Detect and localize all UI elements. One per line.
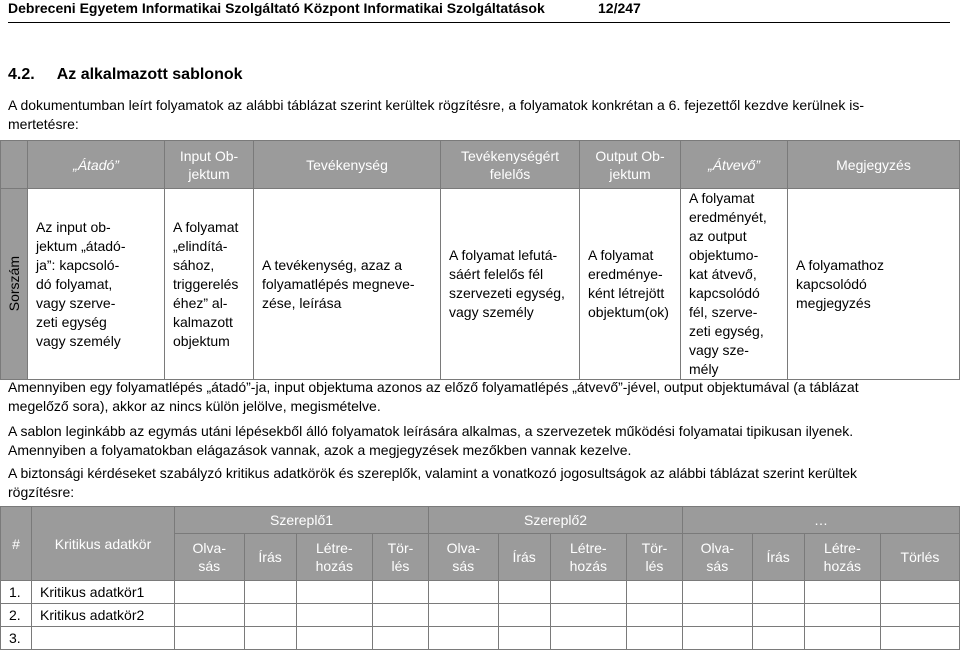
- sorszam-label: Sorszám: [5, 256, 22, 312]
- table-cell: [244, 581, 296, 604]
- paragraph-line: rögzítésre:: [8, 484, 75, 500]
- row-number: 3.: [1, 627, 32, 650]
- row-name: Kritikus adatkör1: [32, 581, 175, 604]
- row-name: Kritikus adatkör2: [32, 604, 175, 627]
- col-hash: #: [1, 507, 32, 581]
- col-atado: „Átadó”: [28, 141, 165, 189]
- organization-name: Debreceni Egyetem Informatikai Szolgáltató Központ Informatikai Szolgáltatások: [8, 0, 545, 16]
- paragraph-3: [8, 464, 948, 502]
- group-szereplo2: Szereplő2: [429, 507, 683, 534]
- table-cell: [498, 581, 550, 604]
- group-szereplo1: Szereplő1: [175, 507, 429, 534]
- table-cell: [296, 604, 372, 627]
- table-cell: [804, 581, 880, 604]
- table-cell: [880, 604, 959, 627]
- table-cell: [498, 604, 550, 627]
- cell-atado: Az input ob- jektum „átadó- ja”: kapcsoló- dó folyamat, vagy szerve- zeti egység vagy személy: [28, 189, 165, 380]
- section-heading: [8, 66, 243, 84]
- row-number: 1.: [1, 581, 32, 604]
- table-row: [1, 627, 960, 650]
- table-row: [1, 189, 960, 380]
- col-letrehozas: Létre- hozás: [550, 534, 626, 581]
- cell-megjegyzes: A folyamathoz kapcsolódó megjegyzés: [788, 189, 960, 380]
- table-cell: [429, 627, 499, 650]
- table-row: [1, 604, 960, 627]
- table-cell: [296, 581, 372, 604]
- table-cell: [296, 627, 372, 650]
- table-cell: [804, 604, 880, 627]
- table-cell: [683, 581, 753, 604]
- table-cell: [244, 604, 296, 627]
- table-cell: [880, 581, 959, 604]
- col-olvasas: Olva- sás: [683, 534, 753, 581]
- table-cell: [683, 604, 753, 627]
- paragraph-1: [8, 378, 948, 416]
- paragraph-line: Amennyiben egy folyamatlépés „átadó”-ja, input objektuma azonos az előző folyamatlépés „átvevő”-jével, output objektumával (a táblázat: [8, 379, 859, 395]
- cell-atvevo: A folyamat eredményét, az output objektumo- kat átvevő, kapcsolódó fél, szerve- zeti egység, vagy sze- mély: [681, 189, 788, 380]
- table-cell: [550, 604, 626, 627]
- table-cell: [498, 627, 550, 650]
- page-number: 12/247: [598, 0, 641, 16]
- table-cell: [429, 581, 499, 604]
- col-kritikus-adatkor: Kritikus adatkör: [32, 507, 175, 581]
- cell-input: A folyamat „elindítá- sához, triggerelés éhez” al- kalmazott objektum: [165, 189, 254, 380]
- col-letrehozas: Létre- hozás: [296, 534, 372, 581]
- table-cell: [880, 627, 959, 650]
- table-cell: [626, 604, 682, 627]
- table-cell: [626, 627, 682, 650]
- process-template-table: [0, 140, 960, 380]
- col-torles: Törlés: [880, 534, 959, 581]
- table-cell: [752, 627, 804, 650]
- paragraph-line: A biztonsági kérdéseket szabályzó kritikus adatkörök és szereplők, valamint a vonatkozó jogosultságok az alábbi táblázat szerint kerültek: [8, 465, 858, 481]
- paragraph-line: A sablon leginkább az egymás utáni lépésekből álló folyamatok leírására alkalmas, a szervezetek működési folyamatai tipikusan ilyenek.: [8, 423, 854, 439]
- table-cell: [752, 581, 804, 604]
- table-cell: [175, 581, 245, 604]
- paragraph-line: Amennyiben a folyamatokban elágazások vannak, azok a megjegyzések mezőkben vannak kezelve.: [8, 442, 632, 458]
- col-felelos: Tevékenységért felelős: [441, 141, 580, 189]
- permissions-table: [0, 506, 960, 650]
- col-input-objektum: Input Ob- jektum: [165, 141, 254, 189]
- section-title: Az alkalmazott sablonok: [56, 66, 243, 83]
- table-cell: [550, 581, 626, 604]
- cell-tevekenyseg: A tevékenység, azaz a folyamatlépés megneve- zése, leírása: [254, 189, 441, 380]
- col-torles: Tör- lés: [626, 534, 682, 581]
- col-iras: Írás: [244, 534, 296, 581]
- table-cell: [175, 604, 245, 627]
- cell-felelos: A folyamat lefutá- sáért felelős fél szervezeti egység, vagy személy: [441, 189, 580, 380]
- table-cell: [550, 627, 626, 650]
- table-cell: [372, 627, 428, 650]
- paragraph-line: megelőző sora), akkor az nincs külön jelölve, megismételve.: [8, 398, 381, 414]
- row-name: [32, 627, 175, 650]
- paragraph-2: [8, 422, 948, 460]
- col-letrehozas: Létre- hozás: [804, 534, 880, 581]
- col-olvasas: Olva- sás: [175, 534, 245, 581]
- table-header-row: [1, 141, 960, 189]
- table-cell: [372, 604, 428, 627]
- table-cell: [372, 581, 428, 604]
- col-megjegyzes: Megjegyzés: [788, 141, 960, 189]
- intro-paragraph: [8, 96, 948, 134]
- section-number: 4.2.: [8, 66, 35, 83]
- table-header-row: [1, 507, 960, 534]
- sorszam-cell: [1, 189, 28, 380]
- col-atvevo: „Átvevő”: [681, 141, 788, 189]
- col-torles: Tör- lés: [372, 534, 428, 581]
- table-cell: [429, 604, 499, 627]
- header-corner-cell: [1, 141, 28, 189]
- table-row: [1, 581, 960, 604]
- col-iras: Írás: [498, 534, 550, 581]
- group-ellipsis: …: [683, 507, 960, 534]
- table-cell: [804, 627, 880, 650]
- col-output-objektum: Output Ob- jektum: [580, 141, 681, 189]
- col-iras: Írás: [752, 534, 804, 581]
- table-cell: [244, 627, 296, 650]
- table-cell: [175, 627, 245, 650]
- col-tevekenyseg: Tevékenység: [254, 141, 441, 189]
- intro-line: mertetésre:: [8, 116, 79, 132]
- table-cell: [626, 581, 682, 604]
- row-number: 2.: [1, 604, 32, 627]
- table-cell: [752, 604, 804, 627]
- table-cell: [683, 627, 753, 650]
- col-olvasas: Olva- sás: [429, 534, 499, 581]
- intro-line: A dokumentumban leírt folyamatok az alábbi táblázat szerint kerültek rögzítésre, a folyamatok konkrétan a 6. fejezettől kezdve kerülnek is-: [8, 97, 864, 113]
- page-header: [8, 0, 950, 23]
- cell-output: A folyamat eredménye- ként létrejött objektum(ok): [580, 189, 681, 380]
